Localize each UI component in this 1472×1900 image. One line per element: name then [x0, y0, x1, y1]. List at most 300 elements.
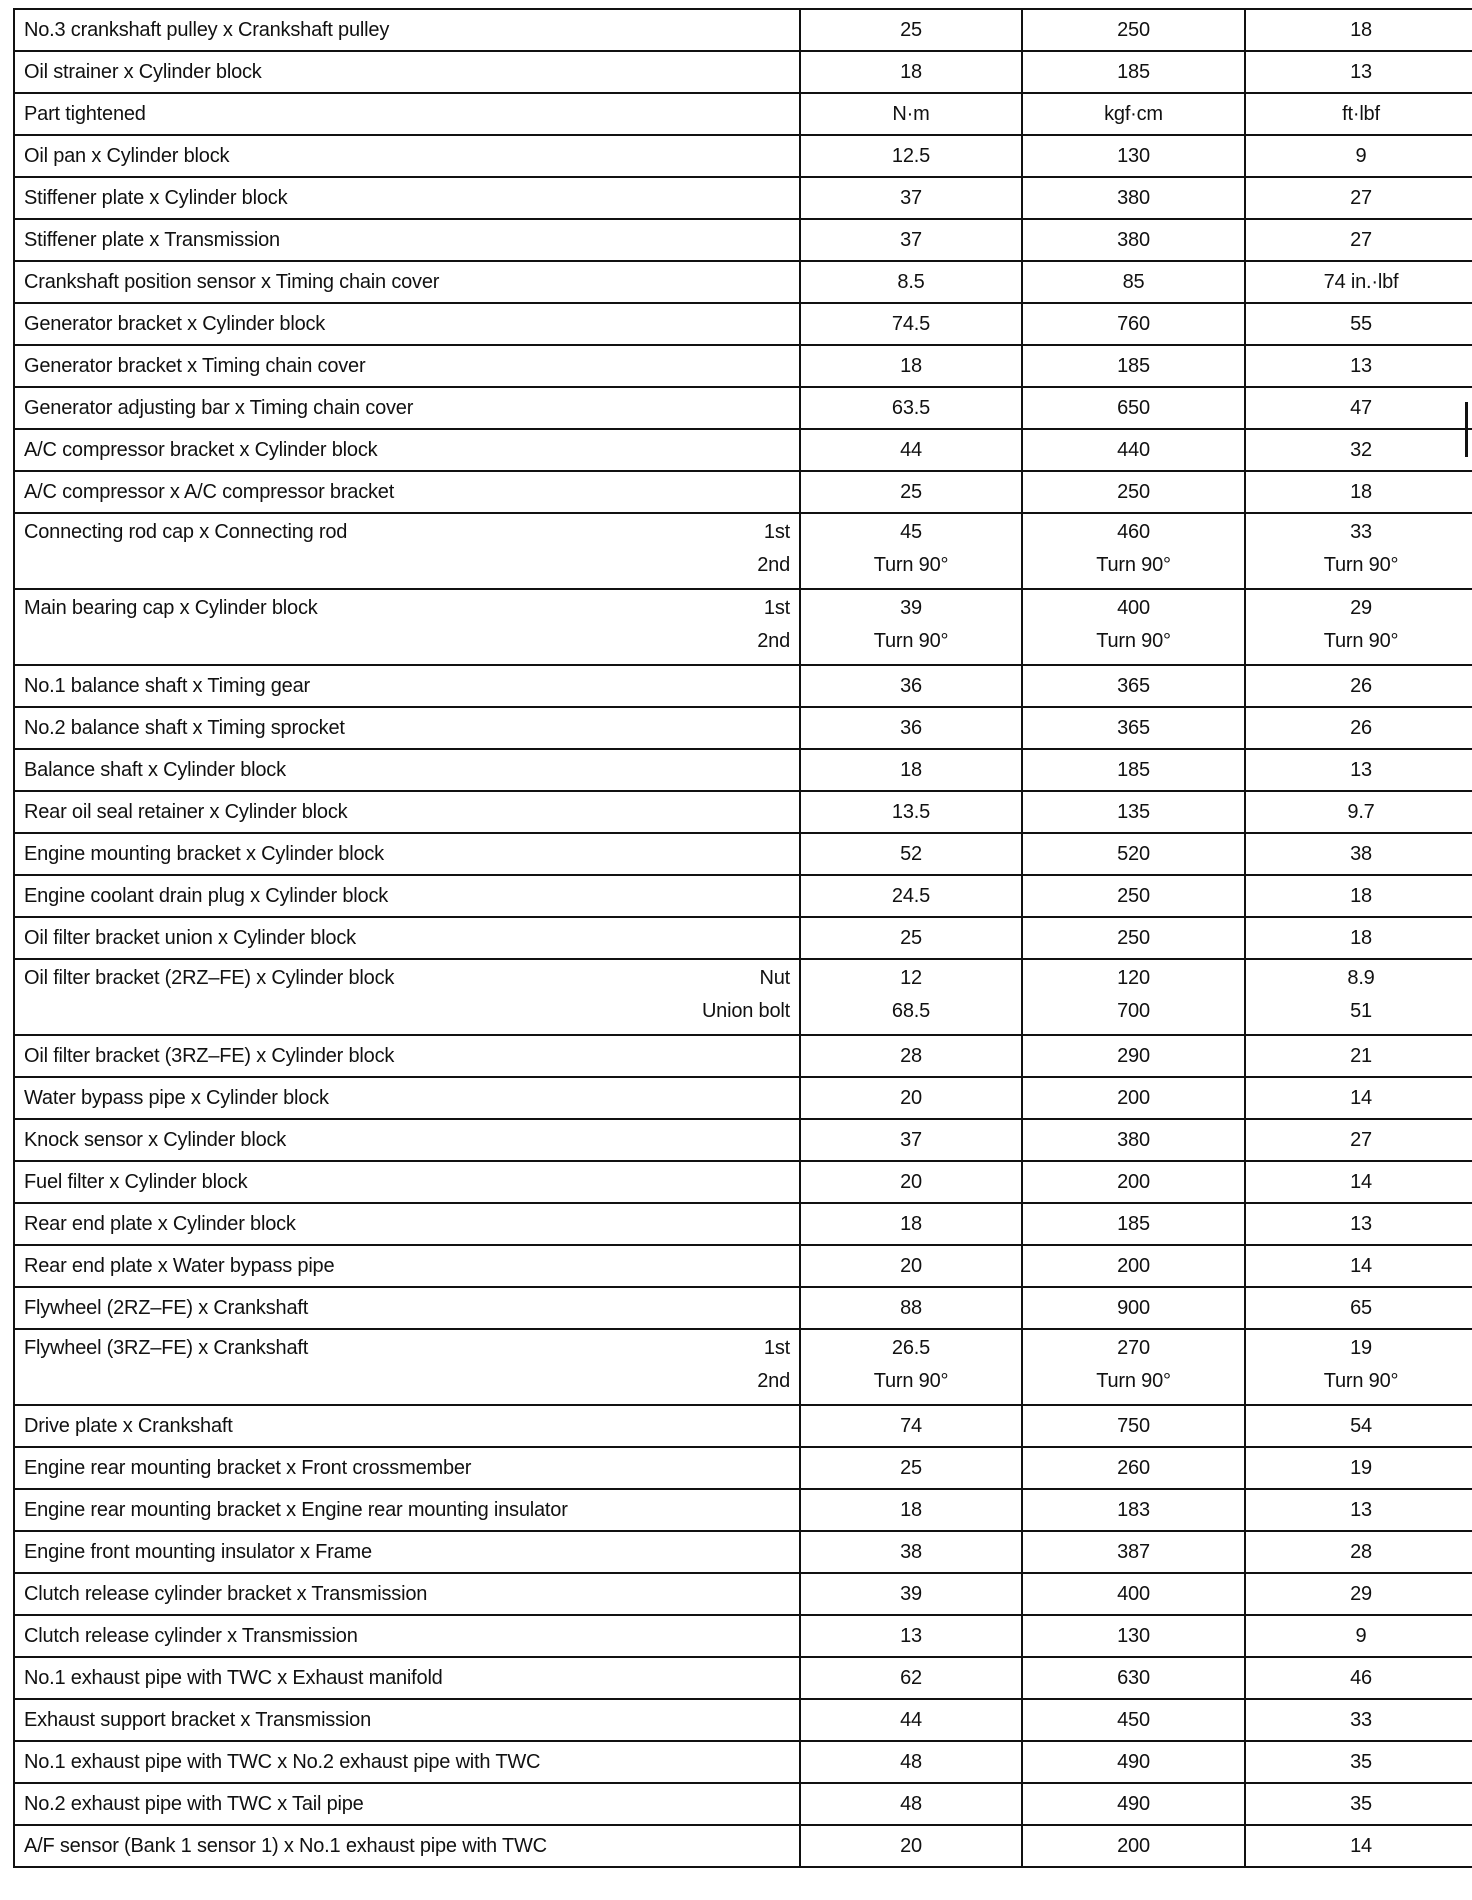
value-line: 200 [1117, 1170, 1150, 1193]
part-name: Engine front mounting insulator x Frame [24, 1540, 372, 1563]
torque-kgfcm-cell [1022, 1329, 1245, 1405]
part-cell [14, 1035, 800, 1077]
value-line: Turn 90° [1323, 630, 1399, 652]
torque-nm-cell [800, 833, 1022, 875]
step-label: 2nd [757, 1370, 790, 1392]
value-line: 20 [900, 1254, 922, 1277]
table-row [14, 833, 1472, 875]
value-line: 48 [900, 1750, 922, 1773]
part-cell [14, 1699, 800, 1741]
torque-kgfcm-cell [1022, 93, 1245, 135]
torque-ftlbf-cell [1245, 791, 1472, 833]
value-line: 9 [1355, 144, 1367, 167]
value-line: 200 [1117, 1254, 1150, 1277]
part-cell [14, 1245, 800, 1287]
value-line: 750 [1117, 1414, 1150, 1437]
value-line: 29 [1350, 597, 1372, 619]
value-line: 25 [900, 1456, 922, 1479]
value-line: 450 [1117, 1708, 1150, 1731]
value-line: 48 [900, 1792, 922, 1815]
value-line: 185 [1117, 1212, 1150, 1235]
value-line: 33 [1350, 1708, 1372, 1731]
part-name: Generator adjusting bar x Timing chain cover [24, 396, 414, 419]
table-row [14, 875, 1472, 917]
torque-kgfcm-cell [1022, 1447, 1245, 1489]
torque-ftlbf-cell [1245, 1245, 1472, 1287]
value-line: 18 [900, 758, 922, 781]
value-line: 35 [1350, 1750, 1372, 1773]
value-line: 37 [900, 186, 922, 209]
table-row [14, 1615, 1472, 1657]
value-line: 130 [1117, 144, 1150, 167]
torque-nm-cell [800, 1161, 1022, 1203]
value-line: 18 [900, 354, 922, 377]
table-row [14, 303, 1472, 345]
torque-nm-cell [800, 387, 1022, 429]
part-cell [14, 1489, 800, 1531]
table-row [14, 1077, 1472, 1119]
value-line: 46 [1350, 1666, 1372, 1689]
table-row [14, 1035, 1472, 1077]
value-line: 54 [1350, 1414, 1372, 1437]
table-row [14, 177, 1472, 219]
table-row [14, 917, 1472, 959]
part-cell [14, 1119, 800, 1161]
value-line: 18 [1350, 18, 1372, 41]
table-row [14, 1447, 1472, 1489]
value-line: 52 [900, 842, 922, 865]
torque-nm-cell [800, 1657, 1022, 1699]
part-name: Flywheel (2RZ–FE) x Crankshaft [24, 1296, 309, 1319]
torque-ftlbf-cell [1245, 1573, 1472, 1615]
torque-ftlbf-cell [1245, 1489, 1472, 1531]
part-cell [14, 791, 800, 833]
value-line: 63.5 [891, 396, 931, 419]
table-row [14, 93, 1472, 135]
value-line: kgf·cm [1104, 102, 1163, 125]
table-row [14, 1573, 1472, 1615]
torque-kgfcm-cell [1022, 1077, 1245, 1119]
value-line: 900 [1117, 1296, 1150, 1319]
torque-kgfcm-cell [1022, 1119, 1245, 1161]
part-cell [14, 1573, 800, 1615]
value-line: Turn 90° [873, 630, 949, 652]
part-name: A/C compressor bracket x Cylinder block [24, 438, 378, 461]
torque-nm-cell [800, 471, 1022, 513]
torque-ftlbf-cell [1245, 959, 1472, 1035]
table-row [14, 589, 1472, 665]
value-line: Turn 90° [873, 1370, 949, 1392]
torque-kgfcm-cell [1022, 1615, 1245, 1657]
part-name: Oil filter bracket (2RZ–FE) x Cylinder block [24, 967, 395, 989]
torque-kgfcm-cell [1022, 875, 1245, 917]
value-line: Turn 90° [1323, 554, 1399, 576]
value-line: 24.5 [891, 884, 931, 907]
value-line: 20 [900, 1834, 922, 1857]
table-row [14, 665, 1472, 707]
value-line: 45 [900, 521, 922, 543]
torque-kgfcm-cell [1022, 791, 1245, 833]
torque-kgfcm-cell [1022, 917, 1245, 959]
part-name: Oil strainer x Cylinder block [24, 60, 262, 83]
torque-ftlbf-cell [1245, 1825, 1472, 1867]
part-cell [14, 665, 800, 707]
value-line: 38 [1350, 842, 1372, 865]
value-line: 47 [1350, 396, 1372, 419]
value-line: 650 [1117, 396, 1150, 419]
torque-nm-cell [800, 9, 1022, 51]
torque-kgfcm-cell [1022, 513, 1245, 589]
value-line: 250 [1117, 18, 1150, 41]
torque-nm-cell [800, 1531, 1022, 1573]
value-line: 14 [1350, 1254, 1372, 1277]
part-cell [14, 833, 800, 875]
value-line: 183 [1117, 1498, 1150, 1521]
part-name: Fuel filter x Cylinder block [24, 1170, 248, 1193]
part-cell [14, 707, 800, 749]
value-line: 8.5 [897, 270, 925, 293]
value-line: 440 [1117, 438, 1150, 461]
part-cell [14, 875, 800, 917]
table-row [14, 1657, 1472, 1699]
table-row [14, 429, 1472, 471]
value-line: 25 [900, 926, 922, 949]
torque-nm-cell [800, 303, 1022, 345]
value-line: Turn 90° [1323, 1370, 1399, 1392]
value-line: 13 [1350, 354, 1372, 377]
table-row [14, 1783, 1472, 1825]
table-row [14, 1245, 1472, 1287]
value-line: 14 [1350, 1170, 1372, 1193]
part-name: Flywheel (3RZ–FE) x Crankshaft [24, 1337, 309, 1359]
torque-spec-table [13, 8, 1472, 1868]
torque-kgfcm-cell [1022, 1531, 1245, 1573]
value-line: 12 [900, 967, 922, 989]
torque-nm-cell [800, 1447, 1022, 1489]
value-line: 85 [1122, 270, 1145, 293]
part-name: No.3 crankshaft pulley x Crankshaft pulley [24, 18, 390, 41]
part-cell [14, 749, 800, 791]
torque-ftlbf-cell [1245, 749, 1472, 791]
value-line: 37 [900, 228, 922, 251]
value-line: 200 [1117, 1834, 1150, 1857]
table-row [14, 749, 1472, 791]
part-cell [14, 219, 800, 261]
part-cell [14, 1161, 800, 1203]
value-line: 270 [1117, 1337, 1150, 1359]
torque-nm-cell [800, 219, 1022, 261]
torque-ftlbf-cell [1245, 1329, 1472, 1405]
table-row [14, 1699, 1472, 1741]
value-line: 18 [900, 60, 922, 83]
torque-nm-cell [800, 1329, 1022, 1405]
table-row [14, 51, 1472, 93]
torque-nm-cell [800, 1119, 1022, 1161]
value-line: 700 [1117, 1000, 1150, 1022]
torque-kgfcm-cell [1022, 1657, 1245, 1699]
torque-ftlbf-cell [1245, 345, 1472, 387]
torque-kgfcm-cell [1022, 9, 1245, 51]
part-name: Clutch release cylinder bracket x Transmission [24, 1582, 428, 1605]
torque-kgfcm-cell [1022, 1783, 1245, 1825]
torque-kgfcm-cell [1022, 1245, 1245, 1287]
torque-nm-cell [800, 875, 1022, 917]
torque-nm-cell [800, 1741, 1022, 1783]
part-name: A/F sensor (Bank 1 sensor 1) x No.1 exhaust pipe with TWC [24, 1834, 547, 1857]
table-row [14, 345, 1472, 387]
part-name: Rear end plate x Water bypass pipe [24, 1254, 335, 1277]
value-line: 260 [1117, 1456, 1150, 1479]
part-cell [14, 1531, 800, 1573]
value-line: 13 [1350, 758, 1372, 781]
part-name: Main bearing cap x Cylinder block [24, 597, 318, 619]
value-line: 760 [1117, 312, 1150, 335]
value-line: 27 [1350, 186, 1372, 209]
torque-ftlbf-cell [1245, 917, 1472, 959]
value-line: 28 [900, 1044, 922, 1067]
part-name: Engine mounting bracket x Cylinder block [24, 842, 384, 865]
torque-kgfcm-cell [1022, 471, 1245, 513]
value-line: 460 [1117, 521, 1150, 543]
value-line: 18 [900, 1212, 922, 1235]
torque-kgfcm-cell [1022, 1825, 1245, 1867]
torque-ftlbf-cell [1245, 1531, 1472, 1573]
value-line: 29 [1350, 1582, 1372, 1605]
torque-kgfcm-cell [1022, 429, 1245, 471]
table-row [14, 1489, 1472, 1531]
torque-nm-cell [800, 707, 1022, 749]
value-line: Turn 90° [1096, 1370, 1171, 1392]
torque-ftlbf-cell [1245, 51, 1472, 93]
value-line: 9 [1355, 1624, 1367, 1647]
torque-nm-cell [800, 791, 1022, 833]
part-cell [14, 1287, 800, 1329]
torque-kgfcm-cell [1022, 1035, 1245, 1077]
torque-ftlbf-cell [1245, 1119, 1472, 1161]
torque-nm-cell [800, 345, 1022, 387]
part-cell [14, 471, 800, 513]
value-line: 39 [900, 1582, 922, 1605]
value-line: 38 [900, 1540, 922, 1563]
part-name: A/C compressor x A/C compressor bracket [24, 480, 395, 503]
value-line: 400 [1117, 597, 1150, 619]
value-line: 380 [1117, 186, 1150, 209]
torque-ftlbf-cell [1245, 1741, 1472, 1783]
value-line: 13 [900, 1624, 922, 1647]
value-line: 380 [1117, 1128, 1150, 1151]
value-line: 185 [1117, 758, 1150, 781]
torque-nm-cell [800, 1405, 1022, 1447]
part-cell [14, 345, 800, 387]
part-cell [14, 1615, 800, 1657]
torque-nm-cell [800, 1245, 1022, 1287]
torque-kgfcm-cell [1022, 345, 1245, 387]
torque-kgfcm-cell [1022, 707, 1245, 749]
value-line: 9.7 [1347, 800, 1375, 823]
value-line: 44 [900, 1708, 922, 1731]
part-cell [14, 177, 800, 219]
value-line: 250 [1117, 480, 1150, 503]
value-line: 13 [1350, 60, 1372, 83]
step-label: Nut [759, 967, 790, 989]
value-line: 18 [1350, 884, 1372, 907]
torque-kgfcm-cell [1022, 1489, 1245, 1531]
part-name: No.1 balance shaft x Timing gear [24, 674, 310, 697]
part-name: Engine rear mounting bracket x Engine rear mounting insulator [24, 1498, 568, 1521]
torque-ftlbf-cell [1245, 1035, 1472, 1077]
value-line: 20 [900, 1086, 922, 1109]
value-line: 130 [1117, 1624, 1150, 1647]
part-cell [14, 959, 800, 1035]
value-line: 490 [1117, 1792, 1150, 1815]
torque-kgfcm-cell [1022, 135, 1245, 177]
torque-kgfcm-cell [1022, 51, 1245, 93]
torque-nm-cell [800, 959, 1022, 1035]
value-line: 18 [1350, 926, 1372, 949]
torque-nm-cell [800, 1783, 1022, 1825]
torque-ftlbf-cell [1245, 261, 1472, 303]
torque-ftlbf-cell [1245, 219, 1472, 261]
part-cell [14, 261, 800, 303]
value-line: 74 [900, 1414, 922, 1437]
part-cell [14, 1657, 800, 1699]
torque-nm-cell [800, 1699, 1022, 1741]
part-name: No.2 exhaust pipe with TWC x Tail pipe [24, 1792, 364, 1815]
table-row [14, 1741, 1472, 1783]
torque-ftlbf-cell [1245, 1657, 1472, 1699]
value-line: 387 [1117, 1540, 1150, 1563]
value-line: 36 [900, 674, 922, 697]
torque-ftlbf-cell [1245, 387, 1472, 429]
part-cell [14, 1329, 800, 1405]
part-name: Rear end plate x Cylinder block [24, 1212, 296, 1235]
value-line: 290 [1117, 1044, 1150, 1067]
value-line: 36 [900, 716, 922, 739]
value-line: 18 [900, 1498, 922, 1521]
torque-kgfcm-cell [1022, 589, 1245, 665]
part-name: No.1 exhaust pipe with TWC x Exhaust manifold [24, 1666, 443, 1689]
table-row [14, 387, 1472, 429]
value-line: 630 [1117, 1666, 1150, 1689]
torque-nm-cell [800, 589, 1022, 665]
part-name: Connecting rod cap x Connecting rod [24, 521, 348, 543]
table-row [14, 471, 1472, 513]
torque-kgfcm-cell [1022, 1699, 1245, 1741]
part-name: Stiffener plate x Transmission [24, 228, 280, 251]
torque-nm-cell [800, 429, 1022, 471]
torque-nm-cell [800, 1287, 1022, 1329]
torque-nm-cell [800, 665, 1022, 707]
torque-nm-cell [800, 1615, 1022, 1657]
table-row [14, 1825, 1472, 1867]
torque-kgfcm-cell [1022, 219, 1245, 261]
step-label: 1st [763, 521, 790, 543]
table-row [14, 1161, 1472, 1203]
value-line: 44 [900, 438, 922, 461]
value-line: 33 [1350, 521, 1372, 543]
part-cell [14, 1077, 800, 1119]
part-cell [14, 1825, 800, 1867]
value-line: 13.5 [891, 800, 931, 823]
value-line: 135 [1117, 800, 1150, 823]
value-line: 55 [1350, 312, 1372, 335]
part-cell [14, 135, 800, 177]
torque-kgfcm-cell [1022, 261, 1245, 303]
value-line: 20 [900, 1170, 922, 1193]
step-label: 2nd [757, 630, 790, 652]
value-line: 26.5 [891, 1337, 931, 1359]
torque-ftlbf-cell [1245, 1447, 1472, 1489]
value-line: 25 [900, 18, 922, 41]
value-line: 51 [1350, 1000, 1372, 1022]
torque-kgfcm-cell [1022, 1161, 1245, 1203]
torque-ftlbf-cell [1245, 665, 1472, 707]
torque-kgfcm-cell [1022, 177, 1245, 219]
torque-ftlbf-cell [1245, 9, 1472, 51]
torque-ftlbf-cell [1245, 707, 1472, 749]
value-line: 14 [1350, 1086, 1372, 1109]
value-line: 250 [1117, 884, 1150, 907]
torque-nm-cell [800, 1077, 1022, 1119]
part-name: Oil filter bracket union x Cylinder block [24, 926, 356, 949]
torque-ftlbf-cell [1245, 177, 1472, 219]
torque-ftlbf-cell [1245, 875, 1472, 917]
value-line: 27 [1350, 1128, 1372, 1151]
torque-nm-cell [800, 749, 1022, 791]
table-row [14, 9, 1472, 51]
value-line: 62 [900, 1666, 922, 1689]
value-line: 26 [1350, 674, 1372, 697]
value-line: 65 [1350, 1296, 1372, 1319]
value-line: 74.5 [891, 312, 931, 335]
value-line: 13 [1350, 1212, 1372, 1235]
value-line: 120 [1117, 967, 1150, 989]
step-label: 1st [763, 597, 790, 619]
value-line: 490 [1117, 1750, 1150, 1773]
value-line: 32 [1350, 438, 1372, 461]
torque-nm-cell [800, 135, 1022, 177]
value-line: 19 [1350, 1337, 1372, 1359]
part-name: Exhaust support bracket x Transmission [24, 1708, 371, 1731]
torque-ftlbf-cell [1245, 93, 1472, 135]
step-label: 2nd [757, 554, 790, 576]
torque-ftlbf-cell [1245, 1615, 1472, 1657]
part-cell [14, 589, 800, 665]
part-name: Rear oil seal retainer x Cylinder block [24, 800, 348, 823]
table-row [14, 135, 1472, 177]
value-line: Turn 90° [873, 554, 949, 576]
value-line: ft·lbf [1342, 102, 1380, 125]
value-line: 13 [1350, 1498, 1372, 1521]
torque-ftlbf-cell [1245, 1783, 1472, 1825]
torque-ftlbf-cell [1245, 1203, 1472, 1245]
part-cell [14, 1783, 800, 1825]
torque-kgfcm-cell [1022, 749, 1245, 791]
torque-kgfcm-cell [1022, 1203, 1245, 1245]
table-row [14, 219, 1472, 261]
value-line: 12.5 [891, 144, 931, 167]
value-line: 14 [1350, 1834, 1372, 1857]
value-line: 365 [1117, 674, 1150, 697]
part-cell [14, 1741, 800, 1783]
torque-nm-cell [800, 513, 1022, 589]
part-name: Generator bracket x Cylinder block [24, 312, 326, 335]
table-row [14, 1531, 1472, 1573]
table-row [14, 791, 1472, 833]
value-line: 25 [900, 480, 922, 503]
part-name: Crankshaft position sensor x Timing chain cover [24, 270, 440, 293]
table-row [14, 261, 1472, 303]
